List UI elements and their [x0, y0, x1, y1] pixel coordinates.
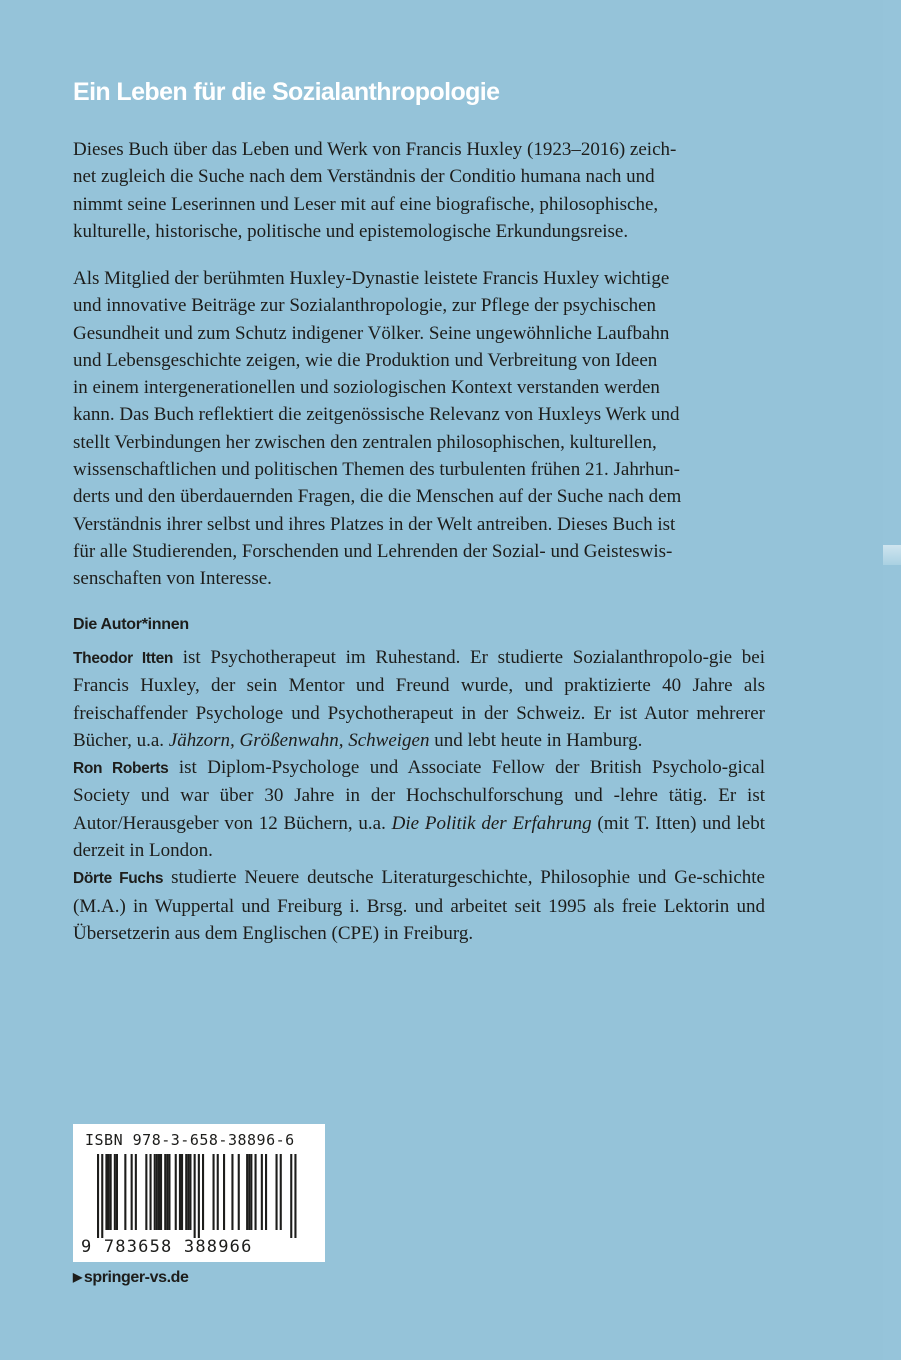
barcode-bar: [179, 1154, 181, 1230]
barcode-guard-bar: [294, 1154, 296, 1238]
barcode-bar: [187, 1154, 189, 1230]
spine-highlight: [883, 545, 901, 565]
author-name: Theodor Itten: [73, 650, 174, 667]
paragraph-line: und Lebensgeschichte zeigen, wie die Produktion und Verbreitung von Ideen: [73, 349, 658, 371]
barcode-bar: [105, 1154, 107, 1230]
authors-heading: Die Autor*innen: [73, 616, 189, 633]
paragraph-line: stellt Verbindungen her zwischen den zentralen philosophischen, kulturellen,: [73, 431, 657, 453]
book-title: Die Politik der Erfahrung: [391, 812, 592, 834]
barcode-guard-bar: [194, 1154, 196, 1238]
barcode-bar: [110, 1154, 112, 1230]
barcode-bar: [231, 1154, 233, 1230]
barcode-bar: [156, 1154, 158, 1230]
description-paragraph-2: [73, 265, 765, 593]
paragraph-line: kulturelle, historische, politische und epistemologische Erkundungsreise.: [73, 220, 629, 242]
paragraph-line: Als Mitglied der berühmten Huxley-Dynastie leistete Francis Huxley wichtige: [73, 268, 670, 289]
barcode-bar: [223, 1154, 225, 1230]
paragraph-line: Verständnis ihrer selbst und ihres Platzes in der Welt antreiben. Dieses Buch ist: [73, 513, 676, 535]
barcode-bar: [213, 1154, 215, 1230]
barcode-bar: [160, 1154, 162, 1230]
barcode-bar: [181, 1154, 183, 1230]
paragraph-line: net zugleich die Suche nach dem Verständnis der Conditio humana nach und: [73, 166, 655, 188]
barcode-guard-bar: [101, 1154, 103, 1238]
paragraph-line: in einem intergenerationellen und soziologischen Kontext verstanden werden: [73, 377, 660, 399]
barcode-bar: [145, 1154, 147, 1230]
authors-section: [73, 644, 765, 947]
barcode-bars: [83, 1154, 315, 1238]
isbn-barcode: [73, 1124, 325, 1262]
author-bio-text: (mit T. Itten) und lebt derzeit in London.: [73, 812, 765, 862]
author-bio-roberts: [73, 754, 765, 864]
paragraph-line: senschaften von Interesse.: [73, 568, 272, 590]
barcode-bar: [185, 1154, 187, 1230]
barcode-guard-bar: [198, 1154, 200, 1238]
barcode-bar: [131, 1154, 133, 1230]
arrow-right-icon: ▶: [73, 1270, 82, 1284]
author-bio-itten: [73, 644, 765, 754]
barcode-bar: [150, 1154, 152, 1230]
website-label: springer-vs.de: [83, 1269, 189, 1286]
description-paragraph-1: [73, 136, 765, 245]
author-bio-text: und lebt heute in Hamburg.: [429, 729, 643, 751]
barcode-bar: [124, 1154, 126, 1230]
paragraph-line: derts und den überdauernden Fragen, die die Menschen auf der Suche nach dem: [73, 486, 682, 508]
barcode-guard-bar: [290, 1154, 292, 1238]
barcode-bar: [116, 1154, 118, 1230]
author-bio-text: ist Diplom-Psychologe und Associate Fellow der British Psycholo-gical Society und war über 30 Jahre in der Hochschulforschung und -lehre tätig. Er ist Autor/Herausgeber von 12 Büchern, u.a.: [73, 757, 765, 834]
barcode-bar: [217, 1154, 219, 1230]
author-name: Dörte Fuchs: [73, 870, 164, 888]
paragraph-line: wissenschaftlichen und politischen Themen des turbulenten frühen 21. Jahrhun-: [73, 459, 680, 481]
barcode-bar: [164, 1154, 166, 1230]
barcode-bar: [261, 1154, 263, 1230]
barcode-bar: [168, 1154, 170, 1230]
book-title: Jähzorn, Größenwahn, Schweigen: [168, 729, 430, 751]
barcode-bar: [246, 1154, 248, 1230]
barcode-bar: [250, 1154, 252, 1230]
barcode-bar: [166, 1154, 168, 1230]
barcode-bar: [154, 1154, 156, 1230]
barcode-bar: [175, 1154, 177, 1230]
barcode-bar: [114, 1154, 116, 1230]
isbn-label: ISBN 978-3-658-38896-6: [85, 1131, 295, 1149]
paragraph-line: kann. Das Buch reflektiert die zeitgenössische Relevanz von Huxleys Werk und: [73, 404, 680, 426]
barcode-bar: [238, 1154, 240, 1230]
paragraph-line: Dieses Buch über das Leben und Werk von Francis Huxley (1923–2016) zeich-: [73, 139, 677, 160]
author-bio-fuchs: [73, 864, 765, 947]
cover-title: Ein Leben für die Sozialanthropologie: [73, 78, 500, 106]
barcode-guard-bar: [97, 1154, 99, 1238]
paragraph-line: und innovative Beiträge zur Sozialanthropologie, zur Pflege der psychischen: [73, 295, 657, 317]
author-bio-text: ist Psychotherapeut im Ruhestand. Er studierte Sozialanthropolo-gie bei Francis Huxley, der sein Mentor und Freund wurde, und praktizierte 40 Jahre als freischaffender Psychologe und Psychotherapeut in der Schweiz. Er ist Autor mehrerer Bücher, u.a.: [73, 647, 766, 751]
barcode-bar: [189, 1154, 191, 1230]
author-name: Ron Roberts: [73, 760, 169, 778]
barcode-bar: [248, 1154, 250, 1230]
barcode-bar: [276, 1154, 278, 1230]
spine-edge: [883, 0, 901, 1360]
barcode-bar: [108, 1154, 110, 1230]
author-bio-text: studierte Neuere deutsche Literaturgeschichte, Philosophie und Ge-schichte (M.A.) in Wuppertal und Freiburg i. Brsg. und arbeitet seit 1995 als freie Lektorin und Übersetzerin aus dem Englischen (CPE) in Freiburg.: [73, 867, 765, 944]
paragraph-line: nimmt seine Leserinnen und Leser mit auf eine biografische, philosophische,: [73, 193, 659, 215]
paragraph-line: Gesundheit und zum Schutz indigener Völker. Seine ungewöhnliche Laufbahn: [73, 322, 670, 344]
publisher-website[interactable]: [73, 1269, 189, 1287]
barcode-bar: [202, 1154, 204, 1230]
barcode-bar: [135, 1154, 137, 1230]
barcode-bar: [255, 1154, 257, 1230]
barcode-bar: [280, 1154, 282, 1230]
barcode-bar: [158, 1154, 160, 1230]
paragraph-line: für alle Studierenden, Forschenden und Lehrenden der Sozial- und Geisteswis-: [73, 540, 673, 562]
ean-digits: 9 783658 388966: [81, 1237, 253, 1257]
barcode-bar: [265, 1154, 267, 1230]
